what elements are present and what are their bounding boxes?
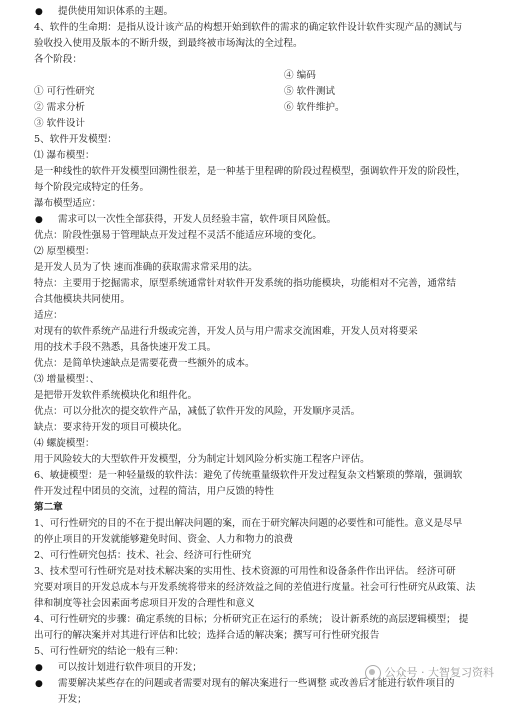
paragraph-line: 瀑布模型适应： [34, 198, 102, 209]
paragraph-line: 用于风险较大的大型软件开发模型，分为制定计划风险分析实施工程客户评估。 [34, 454, 370, 465]
watermark [365, 665, 495, 681]
paragraph-line: 的停止项目的开发就能够避免时间、资金、人力和物力的浪费 [34, 534, 294, 545]
paragraph-line: 优点：是简单快速缺点是需要花费一些额外的成本。 [34, 358, 255, 369]
paragraph-line: 每个阶段完成特定的任务。 [34, 182, 150, 193]
paragraph-line: 缺点：要求待开发的项目可模块化。 [34, 422, 188, 433]
subheading: ⑵ 原型模型： [34, 246, 95, 257]
subheading: ⑴ 瀑布模型： [34, 150, 95, 161]
paragraph-line: 对现有的软件系统产品进行升级或完善，开发人员与用户需求交流困难，开发人员对将要采 [34, 326, 418, 337]
stage-row [0, 116, 516, 132]
stage-item: ⑥ 软件维护。 [284, 102, 345, 113]
paragraph-line: 件开发过程中团员的交流，过程的简洁，用户反馈的特性 [34, 486, 274, 497]
paragraph-line: 律和制度等社会因素面考虑项目开发的合理性和意义 [34, 598, 255, 609]
stage-item: ① 可行性研究 [34, 86, 95, 97]
document-page [0, 4, 516, 708]
stage-row [0, 100, 516, 116]
paragraph-line: 特点：主要用于挖掘需求，原型系统通常针对软件开发系统的指功能模块，功能相对不完善，通常结 [34, 278, 457, 289]
subheading: ⑶ 增量模型：、 [34, 374, 100, 385]
paragraph-line: 5、可行性研究的结论一般有三种： [34, 646, 185, 657]
stage-item: ④ 编码 [284, 70, 316, 81]
paragraph-line: 6、敏捷模型：是一种轻量级的软件法：避免了传统重量级软件开发过程复杂文档繁琐的弊端，强调软 [34, 470, 463, 481]
bullet-line: ● 可以按计划进行软件项目的开发； [0, 660, 516, 676]
chapter-heading: 第二章 [34, 502, 63, 513]
subheading: ⑷ 螺旋模型： [34, 438, 95, 449]
stage-item: ② 需求分析 [34, 102, 86, 113]
bullet-line: ● 提供使用知识体系的主题。 [0, 4, 516, 20]
paragraph-line: 是一种线性的软件开发模型回溯性很差，是一种基于里程碑的阶段过程模型，强调软件开发的阶段性， [34, 166, 466, 177]
watermark-text: 公众号 · 大智复习资料 [384, 666, 494, 679]
bullet-line: ● 需求可以一次性全部获得，开发人员经验丰富，软件项目风险低。 [0, 212, 516, 228]
paragraph-line: 优点：可以分批次的提交软件产品，减低了软件开发的风险，开发顺序灵活。 [34, 406, 361, 417]
paragraph-line: 4、软件的生命期：是指从设计该产品的构想开始到软件的需求的确定软件设计软件实现产品的测试与 [34, 22, 463, 33]
paragraph-line: 出可行的解决案并对其进行评估和比较；选择合适的解决案；撰写可行性研究报告 [34, 630, 380, 641]
paragraph-line: 是开发人员为了快 速而准确的获取需求常采用的法。 [34, 262, 258, 273]
paragraph-line: 究要对项目的开发总成本与开发系统将带来的经济效益之间的差值进行度量。社会可行性研究从政策、法 [34, 582, 476, 593]
paragraph-line: 验收投入使用及版本的不断升级，到最终被市场淘汰的全过程。 [34, 38, 303, 49]
stage-item: ③ 软件设计 [34, 118, 86, 129]
paragraph-line: 用的技术手段不熟悉，具备快速开发工具。 [34, 342, 217, 353]
paragraph-line: 2、可行性研究包括：技术、社会、经济可行性研究 [34, 550, 252, 561]
paragraph-line: 3、技术型可行性研究是对技术解决案的实用性、技术资源的可用性和设备条件作出评估。 经济可研 [34, 566, 456, 577]
stage-row [0, 68, 516, 84]
section-heading: 5、软件开发模型： [34, 134, 117, 145]
paragraph-line: 优点：阶段性强易于管理缺点开发过程不灵活不能适应环境的变化。 [34, 230, 322, 241]
paragraph-line: 合其他模块共同使用。 [34, 294, 130, 305]
wechat-icon [365, 665, 381, 681]
bullet-line: ● 需要解决某些存在的问题或者需要对现有的解决案进行一些调整 或改善后才能进行软件项目的 [0, 676, 516, 692]
paragraph-line: 适应： [34, 310, 63, 321]
paragraph-line: 开发； [58, 694, 87, 705]
paragraph-line: 4、可行性研究的步骤：确定系统的目标；分析研究正在运行的系统； 设计新系统的高层逻辑模型； 提 [34, 614, 469, 625]
paragraph-line: 各个阶段： [34, 54, 82, 65]
stage-item: ⑤ 软件测试 [284, 86, 336, 97]
stage-row [0, 84, 516, 100]
paragraph-line: 是把带开发软件系统模块化和组件化。 [34, 390, 198, 401]
paragraph-line: 1、可行性研究的目的不在于提出解决问题的案，而在于研究解决问题的必要性和可能性。意义是尽早 [34, 518, 463, 529]
